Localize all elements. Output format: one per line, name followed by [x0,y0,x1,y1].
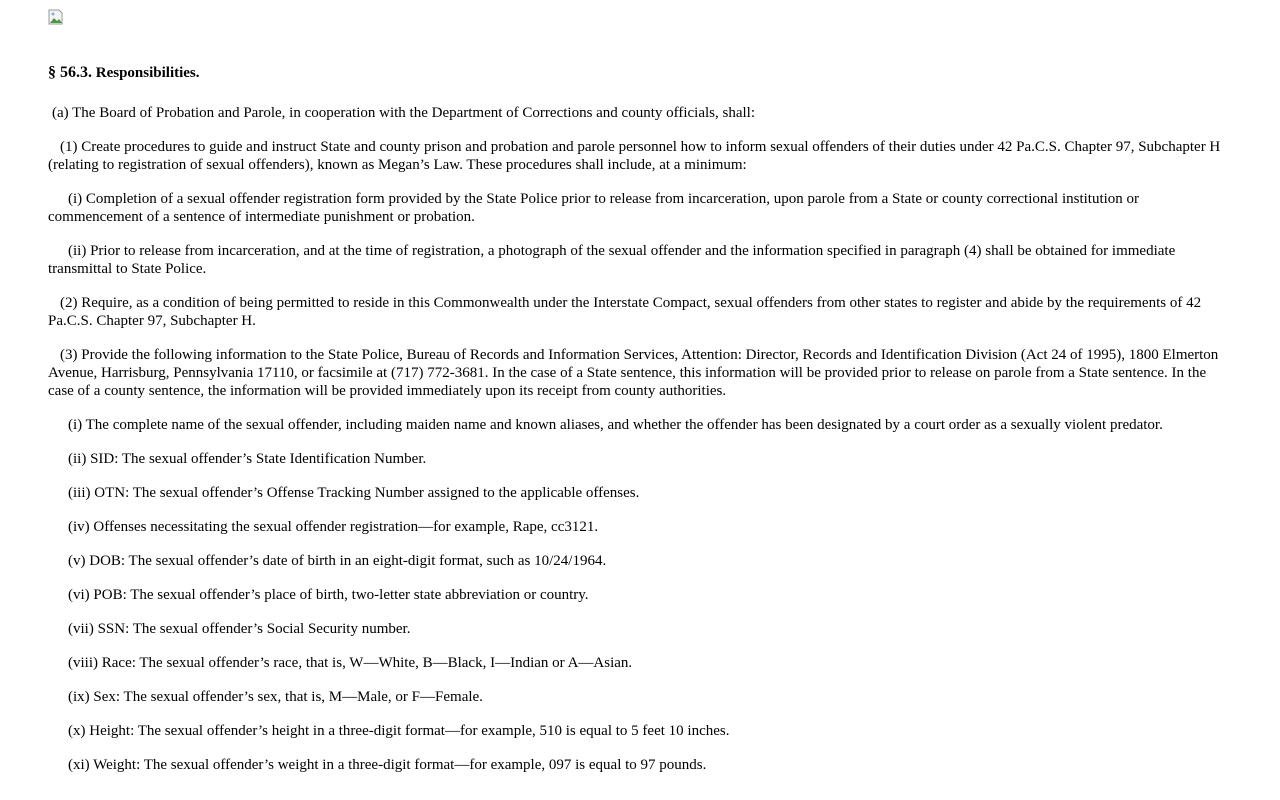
paragraph: (vi) POB: The sexual offender’s place of birth, two-letter state abbreviation or country. [68,587,589,603]
paragraph-list [48,104,1234,774]
section-heading [48,64,1234,82]
regulation-content [48,64,1234,790]
broken-image-icon [48,9,64,25]
paragraph: (vii) SSN: The sexual offender’s Social Security number. [68,621,411,637]
paragraph: (iv) Offenses necessitating the sexual offender registration—for example, Rape, cc3121. [68,519,599,535]
section-number: § 56.3. [48,64,92,81]
paragraph: (iii) OTN: The sexual offender’s Offense Tracking Number assigned to the applicable offenses. [68,485,640,501]
section-title: Responsibilities. [95,65,200,81]
paragraph: (i) Completion of a sexual offender registration form provided by the State Police prior to release from incarceration, upon parole from a State or county correctional institution or commencement of a sentence of intermediate punishment or probation. [48,191,1140,225]
paragraph: (3) Provide the following information to the State Police, Bureau of Records and Information Services, Attention: Director, Records and Identification Division (Act 24 of 1995), 1800 Elmerton Avenue, Harrisburg, Pennsylvania 17110, or facsimile at (717) 772-3681. In the case of a State sentence, this information will be provided prior to release on parole from a State sentence. In the case of a county sentence, the information will be provided immediately upon its receipt from county authorities. [48,347,1219,399]
paragraph: (xi) Weight: The sexual offender’s weight in a three-digit format—for example, 097 is equal to 97 pounds. [68,757,707,773]
paragraph: (i) The complete name of the sexual offender, including maiden name and known aliases, and whether the offender has been designated by a court order as a sexually violent predator. [68,417,1163,433]
paragraph: (v) DOB: The sexual offender’s date of birth in an eight-digit format, such as 10/24/1964. [68,553,607,569]
paragraph: (a) The Board of Probation and Parole, in cooperation with the Department of Corrections and county officials, shall: [52,105,756,121]
paragraph: (ii) Prior to release from incarceration, and at the time of registration, a photograph of the sexual offender and the information specified in paragraph (4) shall be obtained for immediate transmittal to State Police. [48,243,1176,277]
paragraph: (x) Height: The sexual offender’s height in a three-digit format—for example, 510 is equal to 5 feet 10 inches. [68,723,730,739]
paragraph: (ix) Sex: The sexual offender’s sex, that is, M—Male, or F—Female. [68,689,483,705]
paragraph: (viii) Race: The sexual offender’s race, that is, W—White, B—Black, I—Indian or A—Asian. [68,655,633,671]
paragraph: (ii) SID: The sexual offender’s State Identification Number. [68,451,427,467]
paragraph: (1) Create procedures to guide and instruct State and county prison and probation and parole personnel how to inform sexual offenders of their duties under 42 Pa.C.S. Chapter 97, Subchapter H (relating to registration of sexual offenders), known as Megan’s Law. These procedures shall include, at a minimum: [48,139,1221,173]
paragraph: (2) Require, as a condition of being permitted to reside in this Commonwealth under the Interstate Compact, sexual offenders from other states to register and abide by the requirements of 42 Pa.C.S. Chapter 97, Subchapter H. [48,295,1202,329]
